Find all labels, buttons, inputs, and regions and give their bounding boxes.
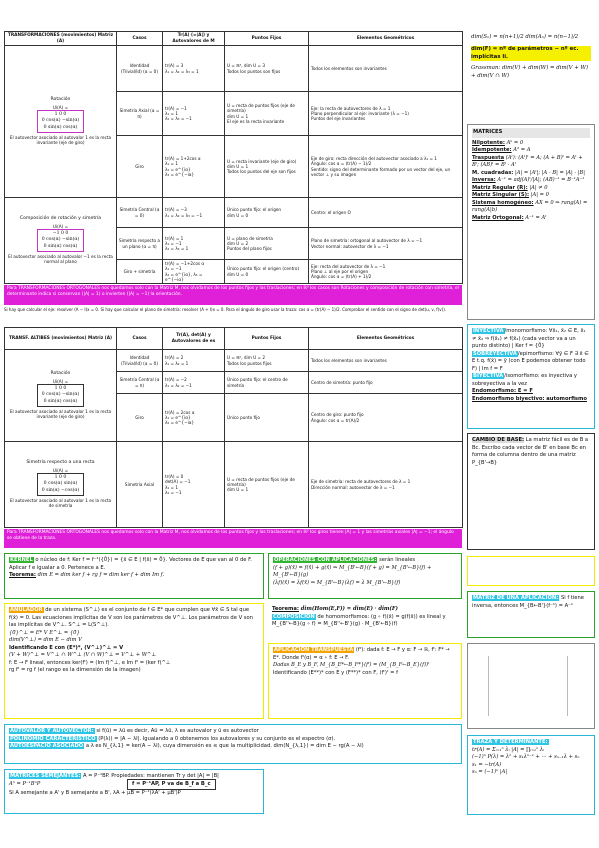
similar-power-line: Aⁿ = P⁻¹BⁿP f = P⁻¹AP, P va de B_f a B_c	[9, 781, 259, 789]
fixed-points-cell: Único punto fijo: el centro de simetría	[225, 372, 309, 394]
similar-linear-line: Si A semejante a A' y B semejante a B', λA + μB = P⁻¹(λA' + μB')P	[9, 790, 181, 797]
rotation-matrix-note: El autovector asociado al autovalor 1 es la recta invariante (eje de giro)	[9, 134, 112, 146]
axial-title: Simetría respecto a una recta	[26, 460, 95, 466]
matrices-item: M. cuadradas: |A| = |Aᵗ|; |A · B| = |A| · |B|	[472, 169, 585, 176]
case-cell: Identidad (Trivial/Id) (α = 0)	[117, 46, 163, 92]
geometric-cell: Eje de simetría: recta de autovectores de λ = 1 Dirección normal: autovector de λ = −1	[309, 442, 463, 528]
operations-line: (f + g)(x̄) = f(x̄) + g(x̄) ⇒ M_{B'←B}(f + g) = M_{B'←B}(f) + M_{B'←B}(g)	[273, 564, 432, 579]
rotation-matrix-label: Ui(A) =	[52, 379, 69, 384]
transpose-box	[268, 643, 462, 719]
matrices-item: Matriz Regular (R): |A| ≠ 0	[472, 184, 548, 191]
geometric-cell: Eje de giro: recta dirección del autovector asociado a λ₁ = 1 Ángulo: cos α = (tr(A) − 1)/2 Sentido: signo del determinante formado por un vector del eje, un vector ⊥ y su imagen	[309, 136, 463, 198]
similar-inner-formula: f = P⁻¹AP, P va de B_f a B_c	[127, 779, 216, 791]
case-cell: Simetría Axial (α = π)	[117, 92, 163, 136]
matrix-row: 0 cos(α) −sin(α)	[41, 118, 80, 124]
matrices-item: Nilpotente: Aᵏ = 0	[472, 139, 524, 146]
similar-label: MATRICES SEMEJANTES:	[10, 773, 81, 779]
empty-yellow-frame	[467, 556, 595, 586]
transpose-text: (fᵗ): dada f: E → F y α: F → ℝ, fᵗ: F* → E*. Donde fᵗ(α) = α ∘ f: E → F.	[273, 647, 450, 661]
annihilator-text: de un sistema (S^⊥) es el conjunto de f ∈ E* que cumplen que ∀x̄ ∈ S tal que f(x̄) = 0. Las ecuaciones implícitas de V son los parámetros de V^⊥. Los parámetros de V son las implícitas de V^⊥. S^⊥ = L(S^⊥).	[9, 607, 253, 629]
case-cell: Identidad (Trivial/Id) (α = 0)	[117, 350, 163, 372]
change-of-basis-label: CAMBIO DE BASE:	[472, 437, 525, 443]
morphism-box	[467, 324, 595, 429]
matrix-row: −1 0 0	[52, 231, 69, 237]
operations-line: (λf)(x̄) = λf(x̄) ⇒ M_{B'←B}(λf) = λ M_{B'←B}(f)	[273, 579, 401, 586]
annihilator-line: {0̄}^⊥ = E* V E^⊥ = {0̄}	[9, 629, 80, 636]
char-poly-line: (−1)ⁿ P(λ) = λⁿ + s₁λⁿ⁻¹ + ··· + sₙ₋₁λ + sₙ	[472, 754, 580, 761]
eigen-line: AUTOVALOR Y AUTOVECTOR: si f(ū) = λū es decir, Aū = λū, λ es autovalor y ū es autovector	[10, 728, 259, 734]
operations-box	[268, 553, 462, 599]
eigenspace-line: AUTOESPACIO ASOCIADO a λ es N_{λ,1} = ker(A − λI), cuya dimensión es ≤ que la multiplicidad. dim(N_{λ,1}) = dim E − rg(A − λI)	[10, 743, 364, 750]
fixed-points-cell: U = plano de simetría dim U = 2 Puntos del plano fijos	[225, 228, 309, 260]
composition-line: COMPOSICIÓN de homomorfismos: (g ∘ f)(x̄) = g(f(x̄)) es lineal y M_{B''←B}(g ∘ f) = M_{B''←B'}(g) · M_{B'←B}(f)	[272, 613, 446, 628]
matrix-row: 0 sin(α) cos(α)	[43, 124, 78, 130]
fixed-points-cell: U = ℝ³, dim U = 3 Todos los puntos son fijos	[225, 46, 309, 92]
annihilator-line: rg fᵗ = rg f (el rango es la dimensión de la imagen)	[9, 667, 141, 674]
kernel-box	[4, 553, 264, 599]
matrix-row: 0 sin(α) cos(α)	[43, 243, 78, 249]
matrices-item: Traspuesta (Aᵗ): (Aᵗ)ᵗ = A; (A + B)ᵗ = Aᵗ + Bᵗ; (AB)ᵗ = Bᵗ · Aᵗ	[472, 154, 583, 169]
sn-line: sₙ = (−1)ⁿ |A|	[472, 769, 508, 776]
transpose-matrix-line: Dadas B_E y B_F, M_{B_E*←B_F*}(fᵗ) = (M_{B_F←B_E}(f))ᵗ	[273, 662, 430, 669]
geometric-cell: Todos los elementos son invariantes	[309, 46, 463, 92]
axial-matrix-label: Ui(A) =	[52, 468, 69, 473]
rotation-matrix	[37, 384, 85, 407]
operations-label: OPERACIONES CON APLICACIONES:	[274, 557, 377, 563]
annihilator-box	[4, 603, 264, 719]
matrix-of-map-label: MATRIZ DE UNA APLICACIÓN:	[473, 595, 559, 601]
matrices-item: Matriz Singular (S): |A| = 0	[472, 192, 549, 199]
fixed-points-cell: Único punto fijo: el origen (centro) dim U = 0	[225, 260, 309, 284]
matrix-row: 0 sin(α) −cos(α)	[41, 487, 80, 493]
fixed-points-cell: U = recta de puntos fijos (eje de simetría) dim U = 1	[225, 442, 309, 528]
composition-matrix-note: El autovector asociado al autovalor −1 es la recta normal al plano	[8, 253, 113, 265]
orthogonal-note-3d: Para TRANSFORMACIONES ORTOGONALES nos quedamos solo con la Matriz M, nos olvidamos de los puntos fijos y las traslaciones; en ℝ³ los casos son Rotaciones y composición de rotación con simetría, el determinante indica si conservan (|A| = 1) o invierten (|A| = −1) la orientación.	[4, 285, 462, 305]
matrices-box	[467, 124, 595, 320]
rotation-title: Rotación	[50, 97, 71, 103]
trace-cell: tr(A) = −2 λ₁ = λ₂ = −1	[163, 372, 225, 394]
hom-theorem-box	[268, 603, 462, 639]
case-cell: Simetría Central (α = 0)	[117, 198, 163, 228]
geometric-cell: Plano de simetría: ortogonal al autovector de λ = −1 Vector normal: autovector de λ = −1	[309, 228, 463, 260]
trace-cell: tr(A) = 2cos α λ₁ = e^{iα} λ₂ = e^{−iα}	[163, 394, 225, 442]
dim-symmetric-line: dim(Sₙ) = n(n+1)/2 dim(Aₙ) = n(n−1)/2	[471, 34, 579, 40]
header-fixed-points: Puntos Fijos	[225, 32, 309, 46]
header-transformation: TRANSFORMACIONES (movimientos) Matriz (A)	[5, 32, 117, 46]
matrices-item: Inversa: A⁻¹ = adj(A)ᵗ/|A|; (AB)⁻¹ = B⁻¹A⁻¹	[472, 177, 585, 184]
header-transformation: TRANSF. ALTIBES (movimientos) Matriz (A)	[5, 328, 117, 350]
fixed-points-cell: U = ℝ², dim U = 2 Todos los puntos fijos	[225, 350, 309, 372]
trace-cell: tr(A) = −1+2cos α λ₁ = −1 λ₂ = e^{iα}, λ₃ = e^{−iα}	[163, 260, 225, 284]
axial-matrix-note: El autovector asociado al autovalor 1 es la recta de simetría	[9, 497, 112, 509]
matrix-row: 1 0 0	[54, 475, 67, 481]
small-note: Si hay que calcular el eje: resolver (A − I)x = 0. Si hay que calcular el plano de simetría: resolver (A + I)x = 0. Para el ángulo de giro usar la traza: cos α = (tr(A) − 1)/2. Comprobar el sentido con el signo de det(u, v, f(v)).	[4, 307, 447, 312]
case-cell: Simetría Central (α = π)	[117, 372, 163, 394]
geometric-cell: Centro: el origen O	[309, 198, 463, 228]
empty-frame	[467, 643, 595, 729]
endomorphism-def: Endomorfismo: E = F	[472, 388, 533, 395]
header-fixed-points: Puntos Fijos	[225, 328, 309, 350]
trace-determinant-label: TRAZA Y DETERMINANTE:	[473, 739, 548, 745]
grassman-line: Grassman: dim(V) + dim(W) = dim(V + W) + dim(V ∩ W)	[471, 65, 589, 80]
trace-cell: tr(A) = 1 λ₁ = −1 λ₂ = λ₃ = 1	[163, 228, 225, 260]
composition-matrix-label: Ui(A) =	[52, 224, 69, 229]
trace-cell: tr(A) = 2 λ₁ = λ₂ = 1	[163, 350, 225, 372]
matrix-row: 1 0 0	[54, 112, 67, 118]
geometric-cell: Todos los elementos son invariantes	[309, 350, 463, 372]
mid-transformations-table	[4, 327, 462, 527]
top-transformations-table	[4, 31, 462, 283]
trace-cell: tr(A) = 0 det(A) = −1 λ₁ = 1 λ₂ = −1	[163, 442, 225, 528]
annihilator-line: f: E → F lineal, entonces ker(fᵗ) = (Im f)^⊥, e Im fᵗ = (ker f)^⊥	[9, 659, 171, 666]
injective-def: INYECTIVA/monomorfismo: ∀x̄₁, x̄₂ ∈ E, x̄₁ ≠ x̄₂ ⇒ f(x̄₁) ≠ f(x̄₂) (cada vector va a un punto distinto) | Ker f = {0̄}	[472, 328, 586, 350]
geometric-cell: Centro de simetría: punto fijo	[309, 372, 463, 394]
annihilator-label: ANULADOR	[10, 607, 43, 613]
header-geometric-elements: Elementos Geométricos	[309, 328, 463, 350]
case-cell: Giro	[117, 136, 163, 198]
case-cell: Simetría respecto a un plano (α = π)	[117, 228, 163, 260]
matrices-item: Idempotente: A² = A	[472, 147, 531, 154]
matrices-item: Sistema homogéneo: AX = 0 ⇒ rang(A) = rang(A|b)	[472, 199, 588, 214]
fixed-points-cell: U = recta de puntos fijos (eje de simetría) dim U = 1 El eje es la recta invariante	[225, 92, 309, 136]
similar-matrices-box	[4, 769, 264, 814]
rotation-matrix	[37, 110, 85, 133]
matrices-title: MATRICES	[472, 128, 590, 138]
sketch-lines	[488, 656, 568, 716]
case-cell: Simetría Axial	[117, 442, 163, 528]
surjective-def: SOBREYECTIVA/epimorfismo: ∀ȳ ∈ F ∃ x̄ ∈ E t.q. f(x̄) = ȳ (con E podemos obtener todo F) | Im f = F	[472, 350, 589, 372]
fixed-points-cell: U = recta invariante (eje de giro) dim U = 1 Todos los puntos del eje son fijos	[225, 136, 309, 198]
axial-matrix	[37, 473, 85, 496]
matrix-row: 1 0 0	[54, 386, 67, 392]
annihilator-line: Identificando E con (E*)*, (V^⊥)^⊥ = V	[9, 644, 124, 651]
axial-symmetry-cell	[5, 442, 117, 528]
rotation-matrix-note: El autovector asociado al autovalor 1 es la recta invariante (eje de giro)	[9, 408, 112, 420]
similar-text: A = P⁻¹BP. Propiedades: mantienen Tr y det |A| = |B|	[81, 773, 219, 779]
eigen-box	[4, 724, 462, 764]
rotation-title: Rotación	[50, 371, 71, 377]
bijective-def: BIYECTIVA/isomorfismo: es inyectiva y sobreyectiva a la vez	[472, 373, 577, 387]
header-trace: Tr(A), det(A) y Autovalores de es	[163, 328, 225, 350]
hom-dimension-line: Teorema: dim(Hom(E,F)) = dim(E) · dim(F)	[272, 606, 399, 612]
operations-line: serán lineales	[379, 557, 416, 563]
annihilator-line: (V + W)^⊥ = V^⊥ ∩ W^⊥ (V ∩ W)^⊥ = V^⊥ + W^⊥	[9, 652, 157, 659]
trace-cell: tr(A) = −1 λ₁ = 1 λ₂ = λ₃ = −1	[163, 92, 225, 136]
header-cases: Casos	[117, 32, 163, 46]
matrix-of-map-box	[467, 591, 595, 638]
rotation-cell	[5, 46, 117, 198]
rotation-cell	[5, 350, 117, 442]
matrix-of-map-text: Si f tiene inversa, entonces M_{B←B'}(f⁻¹) = A⁻¹	[472, 595, 584, 609]
kernel-label: KERNEL	[10, 557, 33, 563]
trace-cell: tr(A) = 1+2cos α λ₁ = 1 λ₂ = e^{iα} λ₃ = e^{−iα}	[163, 136, 225, 198]
composition-title: Composición de rotación y simetría	[19, 216, 102, 222]
automorphism-def: Endomorfismo biyectivo: automorfismo	[472, 395, 587, 402]
header-trace: Tr(A) (=|A|) y Autovalores de M	[163, 32, 225, 46]
matrices-item: Matriz Ortogonal: A⁻¹ = Aᵗ	[472, 214, 547, 221]
case-cell: Giro + simetría	[117, 260, 163, 284]
s1-line: s₁ = −tr(A)	[472, 761, 502, 768]
matrix-row: 0 cos(α) −sin(α)	[41, 237, 80, 243]
trace-cell: tr(A) = −3 λ₁ = λ₂ = λ₃ = −1	[163, 198, 225, 228]
matrix-row: 0 sin(α) cos(α)	[43, 398, 78, 404]
case-cell: Giro	[117, 394, 163, 442]
fixed-points-cell: Único punto fijo	[225, 394, 309, 442]
charpoly-line: POLINOMIO CARACTERÍSTICO (P(λ)) = |A − λI|. Igualando a 0 obtenemos los autovalores y su conjunto es el espectro (σ).	[10, 735, 336, 742]
matrix-row: 0 cos(α) sin(α)	[43, 481, 78, 487]
kernel-text: o núcleo de f: Ker f = f⁻¹({0̄}) = {x̄ ∈ E | f(x̄) = 0̄}. Vectores de E que van al 0 de F. Aplicar f e igualar a 0. Pertenece a E.	[9, 557, 252, 571]
header-geometric-elements: Elementos Geométricos	[309, 32, 463, 46]
trace-determinant-box	[467, 735, 595, 815]
dim-subspace-line: dim(F) = nº de parámetros − nº ec. implícitas li.	[471, 46, 591, 62]
change-of-basis-text: La matriz fácil es de B a Bc. Escribo cada vector de B' en base Bc en forma de columna dentro de una matriz P_{B'→B}	[472, 437, 589, 466]
matrix-row: 0 cos(α) −sin(α)	[41, 392, 80, 398]
transpose-identify-line: Identificando (E**)* con E y (F**)* con F, (fᵗ)ᵗ = f	[273, 669, 398, 676]
orthogonal-note-2d: Para TRANSFORMACIONES ORTOGONALES nos quedamos solo con la Matriz M, nos olvidamos de los puntos fijos y las traslaciones; en ℝ² los giros tienen |A| = 1 y las simetrías axiales |A| = −1; el ángulo se obtiene de la traza.	[4, 529, 462, 548]
composition-cell	[5, 198, 117, 284]
composition-matrix	[37, 229, 85, 252]
rotation-matrix-label: Ui(A) =	[52, 105, 69, 110]
geometric-cell: Eje: recta del autovector de λ = −1 Plano ⊥ al eje por el origen Ángulo: cos α = (tr(A) + 1)/2	[309, 260, 463, 284]
change-of-basis-box	[467, 433, 595, 550]
fixed-points-cell: Único punto fijo: el origen dim U = 0	[225, 198, 309, 228]
geometric-cell: Eje: la recta de autovectores de λ = 1 Plano perpendicular al eje: invariante (λ = −1) Puntos del eje invariantes	[309, 92, 463, 136]
geometric-cell: Centro de giro: punto fijo Ángulo: cos α = tr(A)/2	[309, 394, 463, 442]
trace-line: tr(A) = Σᵢ₌₁ⁿ λᵢ |A| = ∏ᵢ₌₁ⁿ λᵢ	[472, 746, 545, 753]
transpose-label: APLICACIÓN TRANSPUESTA	[274, 647, 354, 653]
trace-cell: tr(A) = 3 λ₁ = λ₂ = λ₃ = 1	[163, 46, 225, 92]
header-cases: Casos	[117, 328, 163, 350]
dimension-box	[467, 31, 595, 120]
annihilator-line: dim(V^⊥) = dim E − dim V	[9, 637, 82, 644]
kernel-theorem: Teorema: dim E = dim ker f + rg f = dim ker f + dim Im f.	[9, 572, 165, 579]
